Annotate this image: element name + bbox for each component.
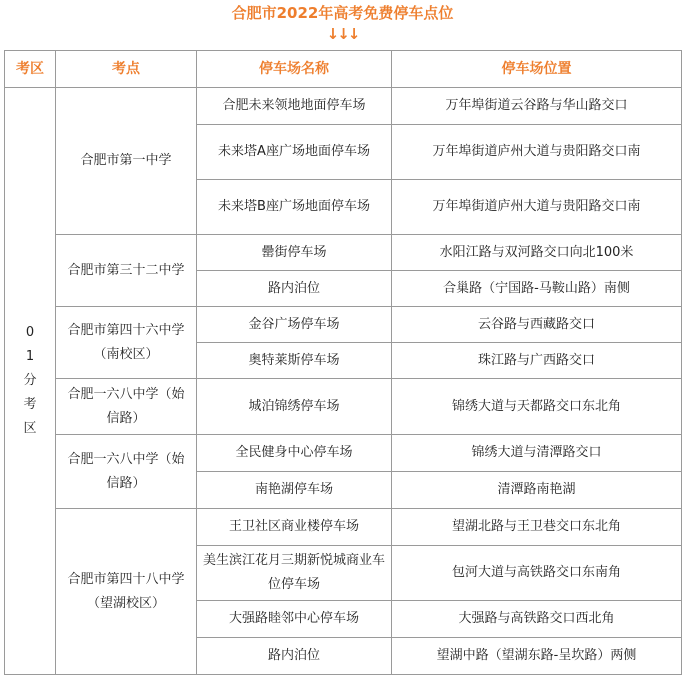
district-label: 01分考区 [23, 325, 37, 436]
lot-name: 金谷广场停车场 [197, 307, 392, 343]
lot-location: 望湖中路（望湖东路-呈坎路）两侧 [392, 638, 682, 675]
lot-name: 未来塔B座广场地面停车场 [197, 180, 392, 235]
lot-location: 清潭路南艳湖 [392, 472, 682, 509]
school-cell: 合肥市第三十二中学 [56, 235, 197, 307]
page-title: 合肥市2022年高考免费停车点位 [231, 4, 454, 22]
lot-name: 全民健身中心停车场 [197, 435, 392, 472]
table-row [5, 235, 682, 271]
lot-name: 奥特莱斯停车场 [197, 343, 392, 379]
down-arrows-icon: ↓↓↓ [326, 25, 359, 43]
header-exam-site: 考点 [56, 51, 197, 88]
school-cell: 合肥一六八中学（始信路） [56, 379, 197, 435]
table-row [5, 88, 682, 125]
lot-location: 珠江路与广西路交口 [392, 343, 682, 379]
lot-location: 水阳江路与双河路交口向北100米 [392, 235, 682, 271]
lot-location: 锦绣大道与清潭路交口 [392, 435, 682, 472]
lot-location: 万年埠街道庐州大道与贵阳路交口南 [392, 125, 682, 180]
school-cell: 合肥市第四十八中学（望湖校区） [56, 509, 197, 675]
lot-name: 城泊锦绣停车场 [197, 379, 392, 435]
school-cell: 合肥市第四十六中学（南校区） [56, 307, 197, 379]
lot-name: 美生滨江花月三期新悦城商业车位停车场 [197, 546, 392, 601]
lot-location: 包河大道与高铁路交口东南角 [392, 546, 682, 601]
table-row [5, 509, 682, 546]
school-cell: 合肥市第一中学 [56, 88, 197, 235]
lot-location: 望湖北路与王卫巷交口东北角 [392, 509, 682, 546]
table-row [5, 379, 682, 435]
lot-name: 大强路睦邻中心停车场 [197, 601, 392, 638]
table-row [5, 307, 682, 343]
lot-location: 大强路与高铁路交口西北角 [392, 601, 682, 638]
lot-name: 合肥未来领地地面停车场 [197, 88, 392, 125]
lot-location: 云谷路与西藏路交口 [392, 307, 682, 343]
lot-name: 路内泊位 [197, 271, 392, 307]
header-lot-location: 停车场位置 [392, 51, 682, 88]
lot-name: 路内泊位 [197, 638, 392, 675]
parking-table [4, 50, 682, 675]
lot-location: 锦绣大道与天都路交口东北角 [392, 379, 682, 435]
lot-name: 罍街停车场 [197, 235, 392, 271]
header-district: 考区 [5, 51, 56, 88]
school-cell: 合肥一六八中学（始信路） [56, 435, 197, 509]
lot-location: 万年埠街道云谷路与华山路交口 [392, 88, 682, 125]
lot-name: 南艳湖停车场 [197, 472, 392, 509]
lot-location: 万年埠街道庐州大道与贵阳路交口南 [392, 180, 682, 235]
header-lot-name: 停车场名称 [197, 51, 392, 88]
lot-location: 合巢路（宁国路-马鞍山路）南侧 [392, 271, 682, 307]
lot-name: 王卫社区商业楼停车场 [197, 509, 392, 546]
district-cell [5, 88, 56, 675]
table-row [5, 435, 682, 472]
header-row [5, 51, 682, 88]
lot-name: 未来塔A座广场地面停车场 [197, 125, 392, 180]
